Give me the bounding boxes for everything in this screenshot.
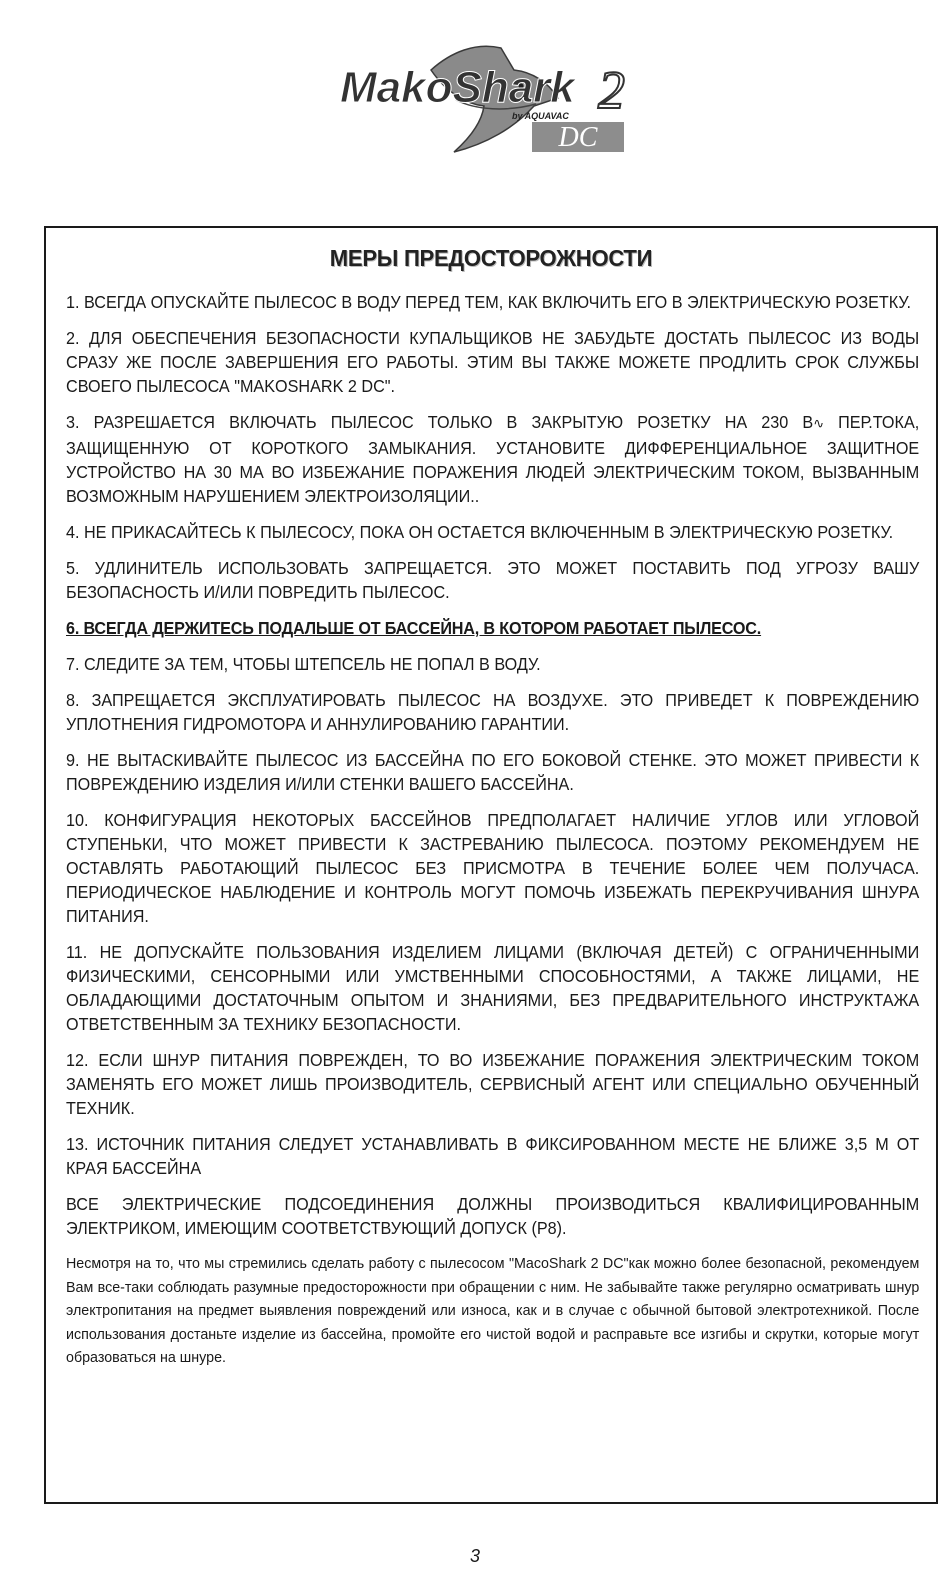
page-number: 3 (469, 1546, 480, 1566)
closing-note: Несмотря на то, что мы стремились сделать работу с пылесосом "MacoShark 2 DC"как можно более безопасной, рекомендуем Вам все-таки соблюдать разумные предосторожности при обращении с ним. Не забывайте также регулярно осматривать шнур электропитания на предмет выявления повреждений или износа, как и в случае с обычной бытовой электротехникой. После использования достаньте изделие из бассейна, промойте его чистой водой и расправьте все изгибы и скрутки, которые могут образоваться на шнуре. (66, 1255, 920, 1366)
precaution-item-4: 4. НЕ ПРИКАСАЙТЕСЬ К ПЫЛЕСОСУ, ПОКА ОН ОСТАЕТСЯ ВКЛЮЧЕННЫМ В ЭЛЕКТРИЧЕСКУЮ РОЗЕТКУ. (66, 522, 894, 542)
precautions-list (66, 290, 920, 1370)
precaution-item-3 (66, 410, 919, 508)
precaution-item-11: 11. НЕ ДОПУСКАЙТЕ ПОЛЬЗОВАНИЯ ИЗДЕЛИЕМ ЛИЦАМИ (ВКЛЮЧАЯ ДЕТЕЙ) С ОГРАНИЧЕННЫМИ ФИЗИЧЕСКИМИ, СЕНСОРНЫМИ ИЛИ УМСТВЕННЫМИ СПОСОБНОСТЯМИ, А ТАКЖЕ ЛИЦАМИ, НЕ ОБЛАДАЮЩИМИ ДОСТАТОЧНЫМ ОПЫТОМ И ЗНАНИЯМИ, БЕЗ ПРЕДВАРИТЕЛЬНОГО ИНСТРУКТАЖА ОТВЕТСТВЕННЫМ ЗА ТЕХНИКУ БЕЗОПАСНОСТИ. (66, 942, 920, 1034)
item-3-part-b: ПЕР.ТОКА, ЗАЩИЩЕННУЮ ОТ КОРОТКОГО ЗАМЫКАНИЯ. УСТАНОВИТЕ ДИФФЕРЕНЦИАЛЬНОЕ ЗАЩИТНОЕ УСТРОЙСТВО НА 30 МА ВО ИЗБЕЖАНИЕ ПОРАЖЕНИЯ ЛЮДЕЙ ЭЛЕКТРИЧЕСКИМ ТОКОМ, ВЫЗВАННЫМ ВОЗМОЖНЫМ НАРУШЕНИЕМ ЭЛЕКТРОИЗОЛЯЦИИ.. (66, 412, 920, 506)
precaution-item-7: 7. СЛЕДИТЕ ЗА ТЕМ, ЧТОБЫ ШТЕПСЕЛЬ НЕ ПОПАЛ В ВОДУ. (66, 654, 541, 674)
precaution-item-2: 2. ДЛЯ ОБЕСПЕЧЕНИЯ БЕЗОПАСНОСТИ КУПАЛЬЩИКОВ НЕ ЗАБУДЬТЕ ДОСТАТЬ ПЫЛЕСОС ИЗ ВОДЫ СРАЗУ ЖЕ ПОСЛЕ ЗАВЕРШЕНИЯ ЕГО РАБОТЫ. ЭТИМ ВЫ ТАКЖЕ МОЖЕТЕ ПРОДЛИТЬ СРОК СЛУЖБЫ СВОЕГО ПЫЛЕСОСА "MAKOSHARK 2 DC". (66, 328, 920, 396)
logo-version: 2 (598, 60, 625, 120)
precaution-item-12: 12. ЕСЛИ ШНУР ПИТАНИЯ ПОВРЕЖДЕН, ТО ВО ИЗБЕЖАНИЕ ПОРАЖЕНИЯ ЭЛЕКТРИЧЕСКИМ ТОКОМ ЗАМЕНЯТЬ ЕГО МОЖЕТ ЛИШЬ ПРОИЗВОДИТЕЛЬ, СЕРВИСНЫЙ АГЕНТ ИЛИ СПЕЦИАЛЬНО ОБУЧЕННЫЙ ТЕХНИК. (66, 1050, 920, 1118)
makoshark-logo (336, 40, 636, 160)
electrical-note: ВСЕ ЭЛЕКТРИЧЕСКИЕ ПОДСОЕДИНЕНИЯ ДОЛЖНЫ ПРОИЗВОДИТЬСЯ КВАЛИФИЦИРОВАННЫМ ЭЛЕКТРИКОМ, ИМЕЮЩИМ СООТВЕТСТВУЮЩИЙ ДОПУСК (Р8). (66, 1194, 920, 1238)
precaution-item-13: 13. ИСТОЧНИК ПИТАНИЯ СЛЕДУЕТ УСТАНАВЛИВАТЬ В ФИКСИРОВАННОМ МЕСТЕ НЕ БЛИЖЕ 3,5 М ОТ КРАЯ БАССЕЙНА (66, 1134, 920, 1178)
logo-brand: MakoShark (340, 63, 575, 112)
precautions-box (44, 226, 938, 1504)
page-title: МЕРЫ ПРЕДОСТОРОЖНОСТИ (329, 245, 653, 271)
precaution-item-6: 6. ВСЕГДА ДЕРЖИТЕСЬ ПОДАЛЬШЕ ОТ БАССЕЙНА, В КОТОРОМ РАБОТАЕТ ПЫЛЕСОС. (66, 618, 762, 638)
precaution-item-1: 1. ВСЕГДА ОПУСКАЙТЕ ПЫЛЕСОС В ВОДУ ПЕРЕД ТЕМ, КАК ВКЛЮЧИТЬ ЕГО В ЭЛЕКТРИЧЕСКУЮ РОЗЕТКУ. (66, 292, 912, 312)
logo-maker: by AQUAVAC (512, 111, 569, 121)
item-3-part-a: 3. РАЗРЕШАЕТСЯ ВКЛЮЧАТЬ ПЫЛЕСОС ТОЛЬКО В ЗАКРЫТУЮ РОЗЕТКУ НА 230 В (66, 412, 814, 432)
ac-current-icon: ∿ (813, 416, 824, 432)
precaution-item-8: 8. ЗАПРЕЩАЕТСЯ ЭКСПЛУАТИРОВАТЬ ПЫЛЕСОС НА ВОЗДУХЕ. ЭТО ПРИВЕДЕТ К ПОВРЕЖДЕНИЮ УПЛОТНЕНИЯ ГИДРОМОТОРА И АННУЛИРОВАНИЮ ГАРАНТИИ. (66, 690, 920, 734)
precaution-item-10: 10. КОНФИГУРАЦИЯ НЕКОТОРЫХ БАССЕЙНОВ ПРЕДПОЛАГАЕТ НАЛИЧИЕ УГЛОВ ИЛИ УГЛОВОЙ СТУПЕНЬКИ, ЧТО МОЖЕТ ПРИВЕСТИ К ЗАСТРЕВАНИЮ ПЫЛЕСОСА. ПОЭТОМУ РЕКОМЕНДУЕМ НЕ ОСТАВЛЯТЬ РАБОТАЮЩИЙ ПЫЛЕСОС БЕЗ ПРИСМОТРА В ТЕЧЕНИЕ БОЛЕЕ ЧЕМ ПОЛУЧАСА. ПЕРИОДИЧЕСКОЕ НАБЛЮДЕНИЕ И КОНТРОЛЬ МОГУТ ПОМОЧЬ ИЗБЕЖАТЬ ПЕРЕКРУЧИВАНИЯ ШНУРА ПИТАНИЯ. (66, 810, 920, 926)
precaution-item-9: 9. НЕ ВЫТАСКИВАЙТЕ ПЫЛЕСОС ИЗ БАССЕЙНА ПО ЕГО БОКОВОЙ СТЕНКЕ. ЭТО МОЖЕТ ПРИВЕСТИ К ПОВРЕЖДЕНИЮ ИЗДЕЛИЯ И/ИЛИ СТЕНКИ ВАШЕГО БАССЕЙНА. (66, 750, 920, 794)
logo-model-suffix: DC (558, 122, 598, 153)
precaution-item-5: 5. УДЛИНИТЕЛЬ ИСПОЛЬЗОВАТЬ ЗАПРЕЩАЕТСЯ. ЭТО МОЖЕТ ПОСТАВИТЬ ПОД УГРОЗУ ВАШУ БЕЗОПАСНОСТЬ И/ИЛИ ПОВРЕДИТЬ ПЫЛЕСОС. (66, 558, 920, 602)
